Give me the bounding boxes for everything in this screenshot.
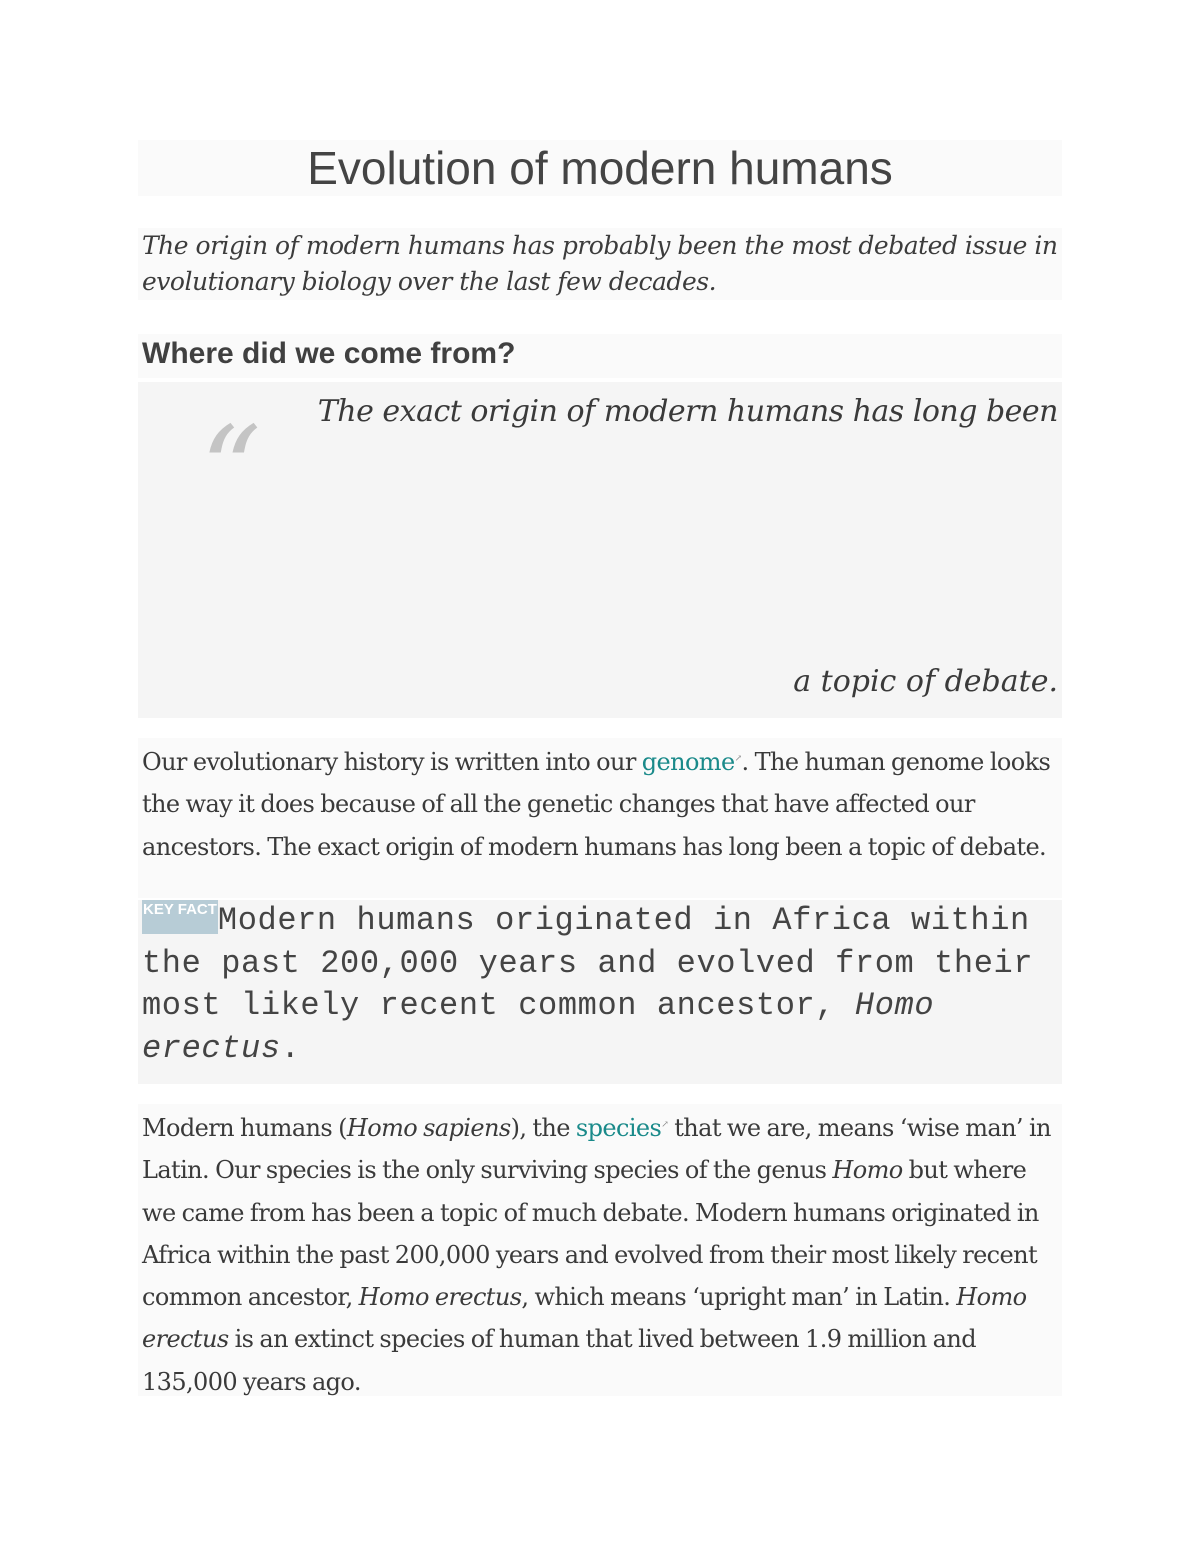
section-heading-block [138, 334, 1062, 378]
genus-name: Homo [832, 1156, 903, 1185]
title-block [138, 140, 1062, 196]
text: Our evolutionary history is written into our [142, 748, 642, 776]
quote-mark-icon: “ [200, 402, 262, 541]
text: ), the [510, 1114, 576, 1142]
external-link-icon: ↗ [734, 754, 742, 764]
key-fact-block [138, 900, 1062, 1084]
text: , which means ‘upright man’ in Latin. [521, 1283, 957, 1312]
species-name: Homo erectus [142, 987, 935, 1067]
paragraph-2-block [138, 1104, 1062, 1396]
text: but where we came from has been a topic of much debate. Modern humans originated in Africa within the past 200,000 years and evolved from their most likely recent common ancestor, [142, 1156, 1039, 1312]
quote-line-1: The exact origin of modern humans has long been [317, 394, 1058, 429]
key-fact-text [138, 900, 1062, 1070]
page-title: Evolution of modern humans [307, 142, 893, 194]
species-name: Homo erectus [358, 1283, 522, 1312]
intro-text: The origin of modern humans has probably been the most debated issue in evolutionary biology over the last few decades. [142, 231, 1058, 296]
species-name: Homo sapiens [346, 1114, 511, 1142]
text: . The human genome looks the way it does because of all the genetic changes that have affected our ancestors. The exact origin of modern humans has long been a topic of debate. [142, 748, 1051, 861]
text: . [280, 1029, 301, 1067]
quote-line-2: a topic of debate. [793, 664, 1058, 699]
text: is an extinct species of human that lived between 1.9 million and 135,000 years ago. [142, 1325, 976, 1396]
text: Modern humans originated in Africa within the past 200,000 years and evolved from their most likely recent common ancestor, [142, 902, 1034, 1024]
text: that we are, means ‘wise man’ in Latin. Our species is the only surviving species of the genus [142, 1114, 1051, 1185]
paragraph-1-block [138, 738, 1062, 898]
text: Modern humans ( [142, 1114, 347, 1142]
external-link-icon: ↗ [661, 1120, 669, 1130]
paragraph-1 [138, 738, 1062, 868]
pull-quote [138, 382, 1062, 718]
key-fact-badge: KEY FACT [142, 900, 218, 934]
species-link[interactable]: species [575, 1114, 662, 1142]
species-name: Homo erectus [142, 1283, 1027, 1354]
paragraph-2 [138, 1104, 1062, 1403]
intro-block [138, 228, 1062, 300]
genome-link[interactable]: genome [641, 748, 735, 776]
section-heading: Where did we come from? [142, 337, 516, 370]
